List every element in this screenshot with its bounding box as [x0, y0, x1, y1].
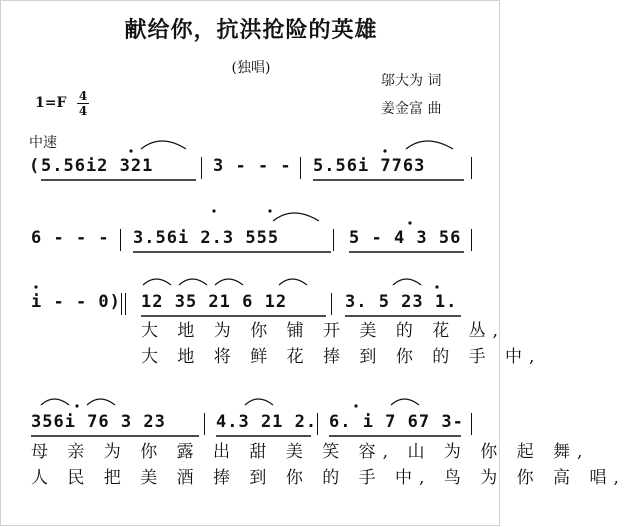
time-signature: [77, 90, 89, 117]
song-title: 献给你，抗洪抢险的英雄: [124, 17, 378, 43]
slur: [279, 279, 307, 285]
barline: [204, 413, 205, 435]
barline: [471, 229, 472, 251]
lyrics-text: 母 亲 为 你 露 出 甜 美 笑 容, 山 为 你 起 舞,: [31, 442, 590, 462]
notation-line-4: [1, 409, 501, 435]
performance-type: (独唱): [231, 60, 271, 76]
barline: [120, 229, 121, 251]
barline: [317, 413, 318, 435]
key-signature: 1=F: [35, 95, 67, 111]
barline: [333, 229, 334, 251]
slur: [245, 399, 273, 405]
slur: [273, 213, 319, 221]
barline: [471, 413, 472, 435]
octave-dot: [212, 209, 215, 212]
octave-dot: [268, 209, 271, 212]
line3-measure-3: 3. 5 23 1.: [345, 292, 458, 312]
notation-line-3: [1, 289, 501, 315]
line1-measure-2: 3 - - -: [213, 156, 292, 176]
lyrics-text: 大 地 为 你 铺 开 美 的 花 丛,: [141, 321, 506, 341]
slur: [87, 399, 115, 405]
barline: [300, 157, 301, 179]
slur: [215, 279, 243, 285]
barline: [125, 293, 126, 315]
time-signature-bottom: 4: [78, 104, 88, 118]
intro-paren-open: (: [29, 156, 41, 176]
slur: [41, 399, 69, 405]
slur: [393, 279, 421, 285]
slur: [406, 141, 453, 149]
line1-measure-3: 5.56i 7763: [313, 156, 426, 176]
slur: [141, 141, 186, 149]
lyricist-credit: 邬大为 词: [381, 73, 442, 89]
slur: [143, 279, 171, 285]
barline: [471, 157, 472, 179]
lyrics-text: 大 地 将 鲜 花 捧 到 你 的 手 中,: [141, 347, 542, 367]
line2-measure-1: 6 - - -: [31, 228, 110, 248]
octave-dot: [354, 404, 357, 407]
notation-line-2: [1, 225, 501, 251]
composer-credit: 姜金富 曲: [381, 101, 442, 117]
time-signature-top: 4: [78, 89, 88, 103]
barline: [201, 157, 202, 179]
lyrics-text: 人 民 把 美 酒 捧 到 你 的 手 中, 鸟 为 你 高 唱,: [31, 468, 626, 488]
slur: [391, 399, 419, 405]
line4-measure-3: 6. i 7 67 3-: [329, 412, 464, 432]
octave-dot: [75, 404, 78, 407]
barline: [331, 293, 332, 315]
notation-line-1: [1, 153, 501, 179]
line1-measure-1: 5.56i2 321: [41, 156, 154, 176]
line3-measure-2: 12 35 21 6 12: [141, 292, 288, 312]
line4-measure-2: 4.3 21 2.: [216, 412, 318, 432]
octave-dots: [34, 149, 438, 407]
line3-measure-1: i - - 0): [31, 292, 121, 312]
slur: [179, 279, 207, 285]
tempo-marking: 中速: [29, 135, 57, 151]
line2-measure-3: 5 - 4 3 56: [349, 228, 462, 248]
barline: [121, 293, 122, 315]
line4-measure-1: 356i 76 3 23: [31, 412, 166, 432]
line2-measure-2: 3.56i 2.3 555: [133, 228, 280, 248]
